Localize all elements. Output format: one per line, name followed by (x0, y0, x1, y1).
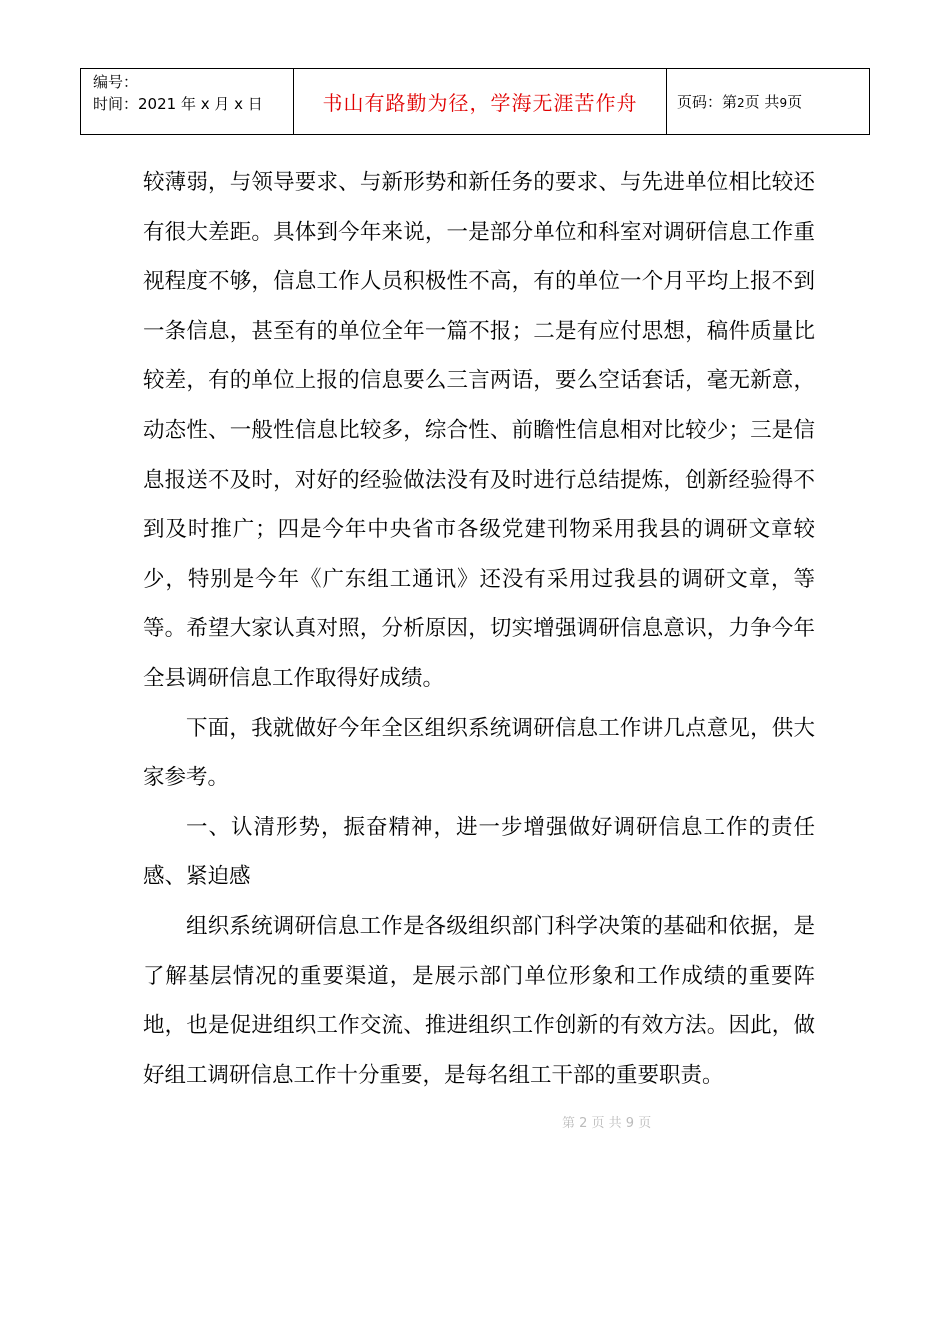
header-motto-cell (294, 69, 667, 135)
page-prefix: 页码：第 (677, 93, 738, 111)
page-mid: 页 共 (744, 93, 780, 111)
header-meta-cell (81, 69, 294, 135)
header-page-cell (667, 69, 870, 135)
page-total: 9 (779, 96, 788, 110)
document-body (143, 158, 815, 1100)
body-paragraph-2: 下面，我就做好今年全区组织系统调研信息工作讲几点意见，供大家参考。 (143, 715, 815, 791)
body-paragraph-1: 较薄弱，与领导要求、与新形势和新任务的要求、与先进单位相比较还有很大差距。具体到今年来说，一是部分单位和科室对调研信息工作重视程度不够，信息工作人员积极性不高，有的单位一个月平均上报不到一条信息，甚至有的单位全年一篇不报；二是有应付思想，稿件质量比较差，有的单位上报的信息要么三言两语，要么空话套话，毫无新意，动态性、一般性信息比较多，综合性、前瞻性信息相对比较少；三是信息报送不及时，对好的经验做法没有及时进行总结提炼，创新经验得不到及时推广；四是今年中央省市各级党建刊物采用我县的调研文章较少，特别是今年《广东组工通讯》还没有采用过我县的调研文章，等等。希望大家认真对照，分析原因，切实增强调研信息意识，力争今年全县调研信息工作取得好成绩。 (143, 170, 815, 691)
document-number-label: 编号： (93, 73, 139, 91)
section-heading-1: 一、认清形势，振奋精神，进一步增强做好调研信息工作的责任感、紧迫感 (143, 814, 815, 890)
page-current: 2 (737, 96, 745, 110)
page-suffix: 页 (787, 93, 803, 111)
document-header (80, 68, 870, 135)
page-footer-overlay: 第 2 页 共 9 页 (562, 1116, 652, 1131)
body-paragraph-3: 组织系统调研信息工作是各级组织部门科学决策的基础和依据，是了解基层情况的重要渠道，是展示部门单位形象和工作成绩的重要阵地，也是促进组织工作交流、推进组织工作创新的有效方法。因此，做好组工调研信息工作十分重要，是每名组工干部的重要职责。 (143, 913, 815, 1088)
document-date-label: 时间：2021 年 x 月 x 日 (93, 95, 263, 113)
header-motto: 书山有路勤为径，学海无涯苦作舟 (322, 91, 638, 115)
